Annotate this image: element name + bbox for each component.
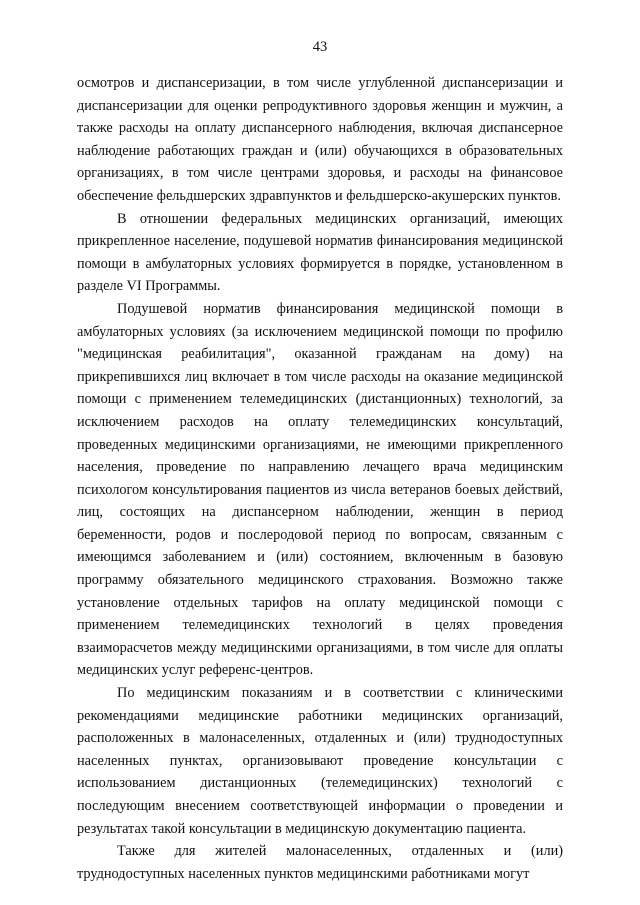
paragraph-4: По медицинским показаниям и в соответствии с клиническими рекомендациями медицинские работники медицинских организаций, расположенных в малонаселенных, отдаленных и (или) труднодоступных населенных пунктах, организовывают проведение консультации с использованием дистанционных (телемедицинских) технологий с последующим внесением соответствующей информации о проведении и результатах такой консультации в медицинскую документацию пациента. — [77, 685, 563, 837]
document-body — [77, 72, 563, 885]
page-number: 43 — [312, 39, 328, 55]
paragraph-2: В отношении федеральных медицинских организаций, имеющих прикрепленное население, подушевой норматив финансирования медицинской помощи в амбулаторных условиях формируется в порядке, установленном в разделе VI Программы. — [77, 210, 563, 295]
paragraph-1: осмотров и диспансеризации, в том числе углубленной диспансеризации и диспансеризации для оценки репродуктивного здоровья женщин и мужчин, а также расходы на оплату диспансерного наблюдения, включая диспансерное наблюдение работающих граждан и (или) обучающихся в образовательных организациях, в том числе центрами здоровья, и расходы на финансовое обеспечение фельдшерских здравпунктов и фельдшерско-акушерских пунктов. — [77, 75, 563, 204]
paragraph-5: Также для жителей малонаселенных, отдаленных и (или) труднодоступных населенных пунктов медицинскими работниками могут — [77, 843, 563, 882]
paragraph-3: Подушевой норматив финансирования медицинской помощи в амбулаторных условиях (за исключением медицинской помощи по профилю "медицинская реабилитация", оказанной гражданам на дому) на прикрепившихся лиц включает в том числе расходы на оказание медицинской помощи с применением телемедицинских (дистанционных) технологий, за исключением расходов на оплату телемедицинских консультаций, проведенных медицинскими организациями, не имеющими прикрепленного населения, проведение по направлению лечащего врача медицинским психологом консультирования пациентов из числа ветеранов боевых действий, лиц, состоящих на диспансерном наблюдении, женщин в период беременности, родов и послеродовой период по вопросам, связанным с имеющимся заболеванием и (или) состоянием, включенным в базовую программу обязательного медицинского страхования. Возможно также установление отдельных тарифов на оплату медицинской помощи с применением телемедицинских технологий в целях проведения взаиморасчетов между медицинскими организациями, в том числе для оплаты медицинских услуг референс-центров. — [77, 300, 563, 679]
